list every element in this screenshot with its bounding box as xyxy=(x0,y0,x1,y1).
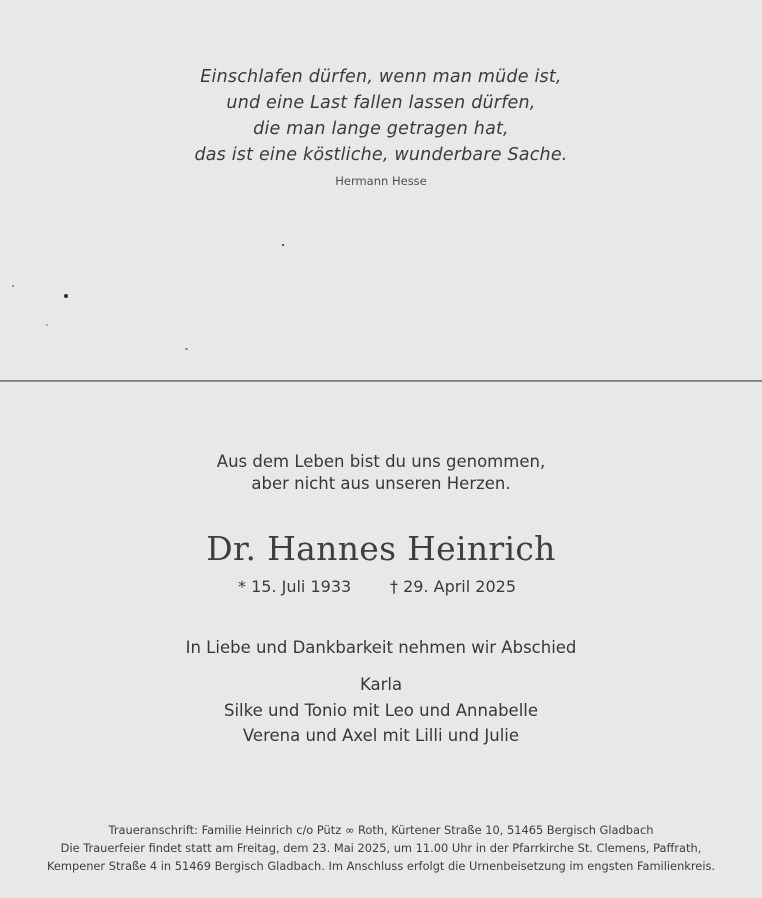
birth-date: * 15. Juli 1933 xyxy=(238,577,352,596)
poem-author: Hermann Hesse xyxy=(335,174,427,188)
poem-quote xyxy=(0,64,762,168)
poem-line: die man lange getragen hat, xyxy=(253,119,509,139)
mourners-list xyxy=(0,672,762,749)
poem-line: und eine Last fallen lassen dürfen, xyxy=(226,93,536,113)
motto xyxy=(0,451,762,495)
poem-line: das ist eine köstliche, wunderbare Sache. xyxy=(194,145,568,165)
scan-speck xyxy=(185,348,188,350)
motto-line: Aus dem Leben bist du uns genommen, xyxy=(216,452,546,471)
funeral-info-line: Die Trauerfeier findet statt am Freitag, dem 23. Mai 2025, um 11.00 Uhr in der Pfarrkirche St. Clemens, Paffrath, xyxy=(60,841,702,855)
scan-speck xyxy=(282,244,284,246)
deceased-name: Dr. Hannes Heinrich xyxy=(206,529,556,568)
death-date: † 29. April 2025 xyxy=(390,577,516,596)
funeral-info-line: Traueranschrift: Familie Heinrich c/o Pütz ∞ Roth, Kürtener Straße 10, 51465 Bergisch Gladbach xyxy=(108,823,654,837)
scan-speck xyxy=(64,294,68,298)
mourner-line: Karla xyxy=(359,675,403,694)
scan-speck xyxy=(46,324,48,326)
scan-speck xyxy=(12,285,14,287)
fold-divider xyxy=(0,380,762,382)
funeral-info xyxy=(0,821,762,875)
poem-line: Einschlafen dürfen, wenn man müde ist, xyxy=(200,67,562,87)
mourner-line: Silke und Tonio mit Leo und Annabelle xyxy=(223,700,539,720)
funeral-info-line: Kempener Straße 4 in 51469 Bergisch Gladbach. Im Anschluss erfolgt die Urnenbeisetzung im engsten Familienkreis. xyxy=(46,859,716,873)
farewell-text: In Liebe und Dankbarkeit nehmen wir Abschied xyxy=(185,638,577,657)
mourner-line: Verena und Axel mit Lilli und Julie xyxy=(242,726,520,745)
motto-line: aber nicht aus unseren Herzen. xyxy=(251,474,511,493)
